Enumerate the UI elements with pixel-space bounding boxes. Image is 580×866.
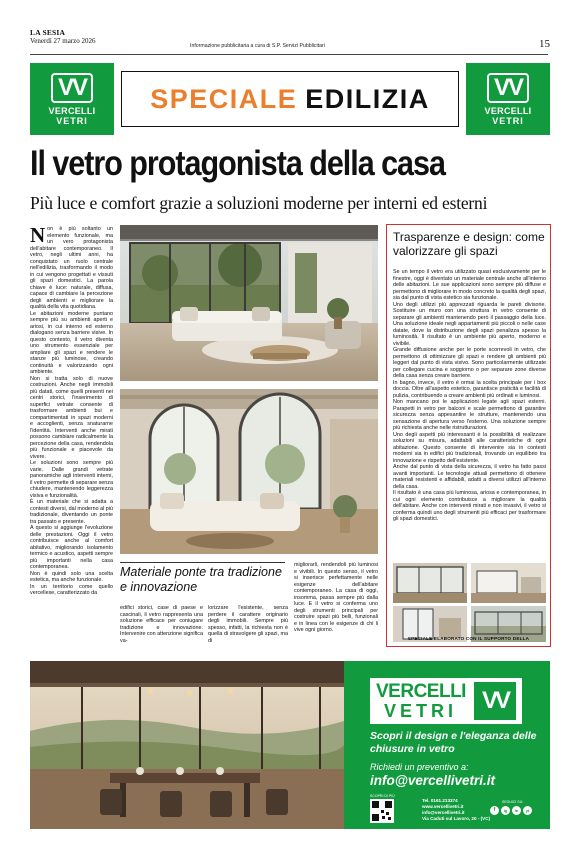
speciale-edilizia-banner — [121, 71, 459, 127]
sidebar-caption: SPECIALE ELABORATO CON IL SUPPORTO DELLA — [407, 636, 530, 641]
qr-code-graphic — [370, 799, 394, 823]
qr-code-icon — [370, 799, 394, 823]
sidebar-title: Trasparenze e design: come valorizzare gli spazi — [393, 230, 545, 258]
sidebar-paragraph: In bagno, invece, il vetro è ormai la scelta principale per i box doccia. Oltre all'aspetto estetico, garantisce praticità e facilità di pulizia, contribuendo a creare ambienti più ordinati e luminosi. — [393, 379, 546, 399]
ad-logo — [370, 678, 522, 724]
ad-address: Via Caduti sul Lavoro, 20 - (VC) — [422, 816, 491, 821]
ad-contacts — [422, 798, 490, 822]
ad-panel — [344, 661, 550, 829]
ad-request-label: Richiedi un preventivo a: — [370, 762, 469, 772]
ad-qr-label: SCOPRI DI PIÙ — [370, 794, 395, 798]
banner-word-edilizia: EDILIZIA — [305, 83, 430, 114]
article-column-2: edifici storici, case di paese e cascinali, il vetro rappresenta una soluzione efficace per coniugare tradizione e innovazione. Intervenire con attenzione significa va- — [120, 605, 203, 644]
article-paragraph: Non è quindi solo una scelta estetica, ma anche funzionale. — [30, 570, 113, 583]
interior-illustration — [120, 389, 378, 554]
article-paragraph: In un territorio come quello vercellese, caratterizzato da — [30, 583, 113, 596]
vercelli-vetri-logo-left — [30, 63, 114, 135]
sidebar-text — [393, 269, 546, 558]
article-column-4: migliorarli, rendendoli più luminosi e vivibili. In questo senso, il vetro si inserisce perfettamente nelle esigenze dell'abitare contemporaneo. La casa di oggi, insomma, passa sempre più dalla luce. E il vetro si conferma uno degli strumenti principali per costruire spazi più belli, funzionali e in linea con le esigenze di chi li vive ogni giorno. — [294, 562, 378, 633]
sidebar-paragraph: Il risultato è una casa più luminosa, ariosa e contemporanea, in cui ogni elemento contribuisce a migliorare la qualità dell'abitare. Anche con interventi mirati e non invasivi, il vetro si conferma quindi uno degli strumenti più efficaci per trasformare gli spazi domestici. — [393, 490, 546, 522]
kitchen-illustration — [471, 563, 546, 603]
ad-contact-email: info@vercellivetri.it — [422, 810, 465, 815]
ad-logo-name2: VETRI — [384, 701, 458, 721]
article-paragraph: Le soluzioni sono sempre più varie. Dalle grandi vetrate panoramiche agli interventi interni, il vetro permette di separare senza chiudere, mantenendo leggerezza visiva e funzionalità. — [30, 460, 113, 499]
headline: Il vetro protagonista della casa — [30, 143, 445, 183]
ad-social-icons — [490, 806, 532, 815]
living-room-photo — [120, 225, 378, 381]
drop-cap: N — [30, 226, 46, 247]
sidebar-paragraph: Se un tempo il vetro era utilizzato quasi esclusivamente per le finestre, oggi è diventato un materiale centrale anche all'interno delle abitazioni. Le sue applicazioni sono sempre più diffuse e permettono di migliorare in modo concreto la qualità degli spazi, sia dal punto di vista estetico sia funzionale. — [393, 269, 546, 301]
glass-partition-illustration — [393, 563, 467, 603]
ad-website: www.vercellivetri.it — [422, 804, 464, 809]
page-number: 15 — [539, 38, 550, 50]
ad-photo-glass-veranda — [30, 661, 344, 829]
masthead-left — [30, 29, 96, 45]
subheadline: Più luce e comfort grazie a soluzioni moderne per interni ed esterni — [30, 193, 488, 213]
article-paragraph: Non si tratta solo di nuove costruzioni. Anche negli immobili più datati, come quelli presenti nei centri storici, l'inserimento di superfici vetrate consente di trasformare ambienti bui e compartimentati in spazi moderni e accoglienti, senza snaturarne l'identità. Interventi anche mirati possono cambiare radicalmente la percezione della casa, rendendola più funzionale e piacevole da vivere. — [30, 375, 113, 460]
ad-logo-mark: VV — [474, 682, 516, 720]
sidebar-photo-kitchen — [471, 563, 546, 603]
logo-name-line1: VERCELLI — [48, 105, 96, 116]
ad-logo-name1: VERCELLI — [376, 681, 466, 702]
newspaper-name: LA SESIA — [30, 28, 66, 37]
sidebar-paragraph: Anche dal punto di vista della sicurezza, il vetro ha fatto passi avanti importanti. Le tecnologie attuali permettono di ottenere materiali resistenti e affidabili, adatti a diversi utilizzi all'interno della casa. — [393, 464, 546, 490]
sidebar-paragraph: Uno degli aspetti più interessanti è la possibilità di realizzare soluzioni su misura, adattabili alle caratteristiche di ogni abitazione. Questo consente di intervenire sia in contesti moderni sia in edifici più tradizionali, trovando un equilibrio tra innovazione e rispetto dell'esistente. — [393, 431, 546, 464]
sidebar-paragraph: Uno degli utilizzi più apprezzati riguarda le pareti divisorie. Sostituire un muro con una struttura in vetro consente di separare gli ambienti mantenendo però il passaggio della luce. Una soluzione ideale negli appartamenti più piccoli o nelle case datate, dove la distribuzione degli spazi penalizza spesso la luminosità. Il risultato è un ambiente più aperto, moderno e vivibile. — [393, 301, 546, 347]
arched-windows-photo — [120, 389, 378, 554]
facebook-icon: f — [490, 806, 499, 815]
logo-name-line2: VETRI — [56, 115, 88, 126]
logo-name-line2: VETRI — [492, 115, 524, 126]
ad-social-label: SEGUICI SU: — [502, 800, 524, 804]
article-column-1 — [30, 226, 113, 658]
youtube-icon: yt — [523, 806, 532, 815]
living-room-illustration — [120, 225, 378, 381]
sidebar-paragraph: Non mancano poi le applicazioni legate agli spazi esterni. Parapetti in vetro per balconi e scale permettono di garantire sicurezza senza appesantire le strutture, mantenendo una sensazione di apertura verso l'esterno. Una soluzione sempre più richiesta anche nelle ristrutturazioni. — [393, 399, 546, 431]
logo-name-line1: VERCELLI — [484, 105, 532, 116]
article-paragraph: È un materiale che si adatta a contesti diversi, dal moderno al più tradizionale, diventando un ponte tra passato e presente. — [30, 499, 113, 525]
advertising-notice: Informazione pubblicitaria a cura di S.P. Servizi Pubblicitari — [190, 43, 325, 49]
sidebar-box — [386, 224, 551, 647]
article-paragraph: on è più soltanto un elemento funzionale, ma un vero protagonista dell'abitare contemporaneo. Il vetro, negli ultimi anni, ha conquistato un ruolo centrale nell'edilizia, trasformando il modo in cui vengono progettati e vissuti gli spazi domestici. La parola chiave è luce: naturale, diffusa, capace di cambiare la percezione degli ambienti e migliorare la qualità della vita quotidiana. — [30, 226, 113, 310]
ad-email: info@vercellivetri.it — [370, 773, 495, 788]
sidebar-photo-partition — [393, 563, 467, 603]
instagram-icon: ig — [501, 806, 510, 815]
ad-phone: Tel. 0161.213374 — [422, 798, 458, 803]
article-column-3: lorizzare l'esistente, senza perdere il carattere originario degli immobili. Sempre più spesso, infatti, la richiesta non è quella di stravolgere gli spazi, ma di — [208, 605, 288, 644]
linkedin-icon: in — [512, 806, 521, 815]
section-title: Materiale ponte tra tradizione e innovazione — [120, 562, 285, 595]
logo-mark: VV — [487, 73, 529, 103]
banner-word-speciale: SPECIALE — [150, 83, 298, 114]
vercelli-vetri-logo-right — [466, 63, 550, 135]
article-paragraph: A questo si aggiunge l'evoluzione delle prestazioni. Oggi il vetro contribuisce anche al comfort abitativo, migliorando isolamento termico e acustico, aspetti sempre più importanti nella casa contemporanea. — [30, 525, 113, 570]
masthead-rule — [30, 54, 548, 55]
issue-date: Venerdì 27 marzo 2026 — [30, 37, 96, 45]
logo-mark: VV — [51, 73, 93, 103]
article-paragraph: Le abitazioni moderne puntano sempre più su ambienti aperti e ariosi, in cui interno ed esterno dialogano senza barriere visive. In questo contesto, il vetro diventa uno strumento essenziale per ampliare gli spazi e rendere le stanze più luminose, creando continuità e valorizzando ogni ambiente. — [30, 310, 113, 375]
ad-slogan: Scopri il design e l'eleganza delle chiusure in vetro — [370, 730, 537, 755]
sidebar-paragraph: Grande diffusione anche per le porte scorrevoli in vetro, che permettono di ottimizzare gli spazi e rendere gli ambienti più leggeri dal punto di vista visivo. Sono particolarmente utilizzate per collegare cucina e soggiorno o per separare zone diverse della casa senza creare barriere. — [393, 347, 546, 379]
veranda-illustration — [30, 661, 344, 829]
